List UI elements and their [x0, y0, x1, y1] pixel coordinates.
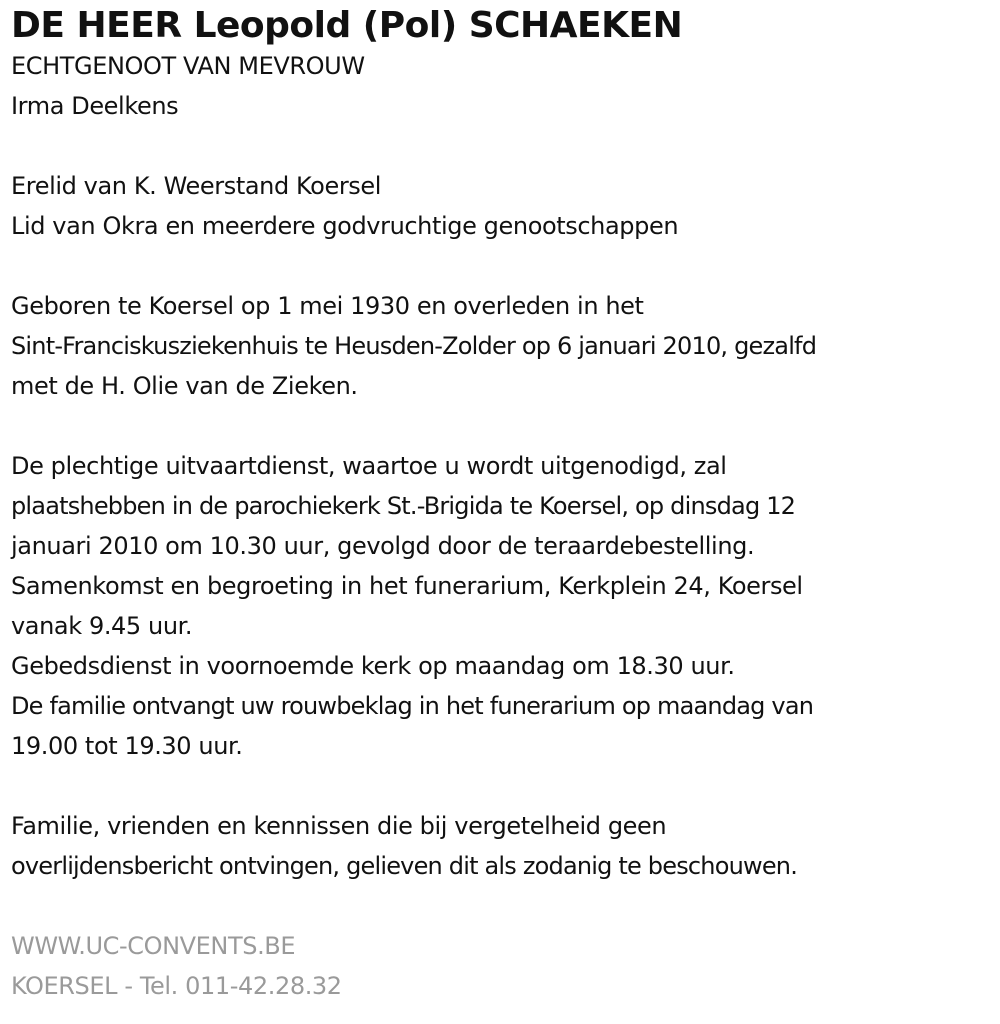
spouse-name: Irma Deelkens	[11, 92, 179, 120]
ceremony-line: Gebedsdienst in voornoemde kerk op maandag om 18.30 uur.	[11, 652, 735, 680]
paragraph-gap	[11, 766, 1000, 806]
ceremony-line: Samenkomst en begroeting in het funerarium, Kerkplein 24, Koersel	[11, 572, 803, 600]
paragraph-gap	[11, 246, 1000, 286]
closing-line: overlijdensbericht ontvingen, gelieven dit als zodanig te beschouwen.	[11, 852, 798, 880]
paragraph-gap	[11, 886, 1000, 926]
deceased-name-title: DE HEER Leopold (Pol) SCHAEKEN	[11, 5, 683, 46]
birth-death-line: Geboren te Koersel op 1 mei 1930 en overleden in het	[11, 292, 644, 320]
ceremony-line: vanak 9.45 uur.	[11, 612, 193, 640]
ceremony-line: De familie ontvangt uw rouwbeklag in het funerarium op maandag van	[11, 692, 814, 720]
ceremony-line: plaatshebben in de parochiekerk St.-Brigida te Koersel, op dinsdag 12	[11, 492, 796, 520]
closing-line: Familie, vrienden en kennissen die bij vergetelheid geen	[11, 812, 667, 840]
paragraph-gap	[11, 126, 1000, 166]
ceremony-line: 19.00 tot 19.30 uur.	[11, 732, 243, 760]
birth-death-line: met de H. Olie van de Zieken.	[11, 372, 358, 400]
birth-death-line: Sint-Franciskusziekenhuis te Heusden-Zolder op 6 januari 2010, gezalfd	[11, 332, 817, 360]
ceremony-line: januari 2010 om 10.30 uur, gevolgd door de teraardebestelling.	[11, 532, 755, 560]
membership-line: Lid van Okra en meerdere godvruchtige genootschappen	[11, 212, 679, 240]
membership-line: Erelid van K. Weerstand Koersel	[11, 172, 382, 200]
paragraph-gap	[11, 406, 1000, 446]
footer-website: WWW.UC-CONVENTS.BE	[11, 932, 296, 960]
spouse-line: ECHTGENOOT VAN MEVROUW	[11, 52, 365, 80]
ceremony-line: De plechtige uitvaartdienst, waartoe u wordt uitgenodigd, zal	[11, 452, 727, 480]
footer-contact: KOERSEL - Tel. 011-42.28.32	[11, 972, 342, 1000]
